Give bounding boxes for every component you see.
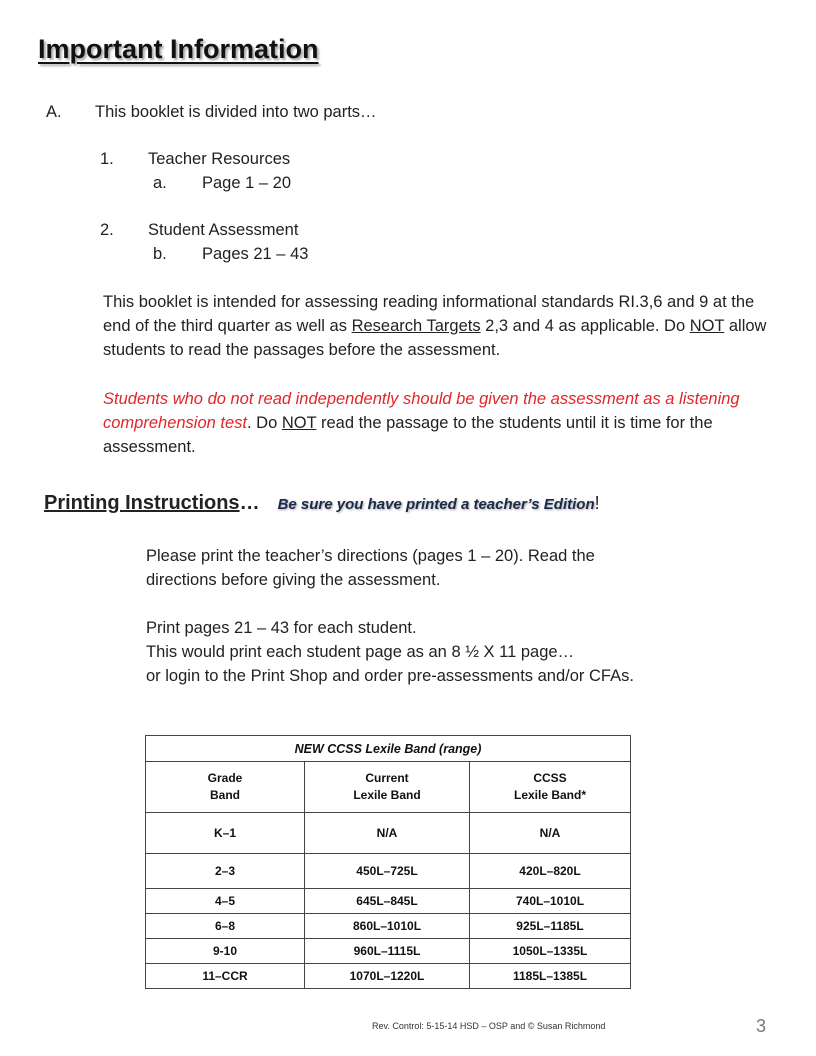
- col-header-grade-band: [146, 762, 305, 813]
- para1-not: NOT: [689, 317, 725, 335]
- col-header-grade-line1: Grade: [207, 771, 243, 785]
- table-row: [146, 813, 631, 854]
- part-2-sub-marker: b.: [153, 245, 167, 263]
- part-1-sub-marker: a.: [153, 174, 167, 192]
- section-a-text: This booklet is divided into two parts…: [95, 103, 377, 121]
- table-cell: 960L–1115L: [305, 939, 470, 964]
- printing-instructions-heading: [44, 492, 600, 515]
- table-cell: 1050L–1335L: [470, 939, 631, 964]
- col-header-ccss-lexile: [470, 762, 631, 813]
- col-header-ccss-line1: CCSS: [533, 771, 567, 785]
- col-header-current-line1: Current: [365, 771, 409, 785]
- table-cell: 6–8: [146, 914, 305, 939]
- part-2-label: Student Assessment: [148, 221, 299, 239]
- para2-text-2: read the passage to the students until it is time for the assessment.: [103, 414, 713, 456]
- col-header-ccss-line2: Lexile Band*: [513, 788, 587, 802]
- booklet-purpose-paragraph: [103, 290, 773, 362]
- table-row: [146, 914, 631, 939]
- listening-test-paragraph: [103, 387, 773, 459]
- col-header-current-lexile: [305, 762, 470, 813]
- teacher-edition-note: Be sure you have printed a teacher’s Edition: [277, 496, 595, 513]
- para1-text-1: This booklet is intended for assessing reading informational standards RI.3,6 and 9 at the end of the third quarter as well as: [103, 293, 755, 335]
- para1-text-3: allow students to read the passages before the assessment.: [103, 317, 767, 359]
- table-cell: 9-10: [146, 939, 305, 964]
- part-2-number: 2.: [100, 221, 114, 239]
- research-targets-text: Research Targets: [351, 317, 481, 335]
- col-header-current-line2: Lexile Band: [353, 788, 421, 802]
- table-cell: K–1: [146, 813, 305, 854]
- para2-text-1: . Do: [247, 414, 282, 432]
- printing-heading-ellipsis: …: [239, 492, 260, 514]
- table-cell: 645L–845L: [305, 889, 470, 914]
- page-title: Important Information: [38, 34, 319, 64]
- part-1-number: 1.: [100, 150, 114, 168]
- part-1-label: Teacher Resources: [148, 150, 291, 168]
- table-cell: 2–3: [146, 854, 305, 889]
- table-cell: 740L–1010L: [470, 889, 631, 914]
- listening-note-red: Students who do not read independently should be given the assessment as a listening comprehension test: [103, 390, 740, 432]
- table-cell: 1070L–1220L: [305, 964, 470, 989]
- col-header-grade-line2: Band: [210, 788, 240, 802]
- table-cell: N/A: [305, 813, 470, 854]
- table-row: [146, 889, 631, 914]
- print-line-1: Please print the teacher’s directions (pages 1 – 20). Read the: [146, 547, 595, 565]
- table-cell: 450L–725L: [305, 854, 470, 889]
- print-line-5: or login to the Print Shop and order pre-assessments and/or CFAs.: [146, 667, 634, 685]
- lexile-band-table: [145, 735, 631, 989]
- teacher-edition-exclamation: !: [594, 493, 600, 513]
- table-cell: 1185L–1385L: [470, 964, 631, 989]
- table-cell: N/A: [470, 813, 631, 854]
- table-cell: 420L–820L: [470, 854, 631, 889]
- para2-not: NOT: [281, 414, 317, 432]
- table-row: [146, 939, 631, 964]
- para1-text-2: 2,3 and 4 as applicable. Do: [480, 317, 690, 335]
- printing-heading-text: Printing Instructions: [44, 492, 240, 514]
- table-row: [146, 854, 631, 889]
- section-a-marker: A.: [46, 103, 62, 121]
- print-line-3: Print pages 21 – 43 for each student.: [146, 619, 417, 637]
- table-cell: 925L–1185L: [470, 914, 631, 939]
- table-cell: 11–CCR: [146, 964, 305, 989]
- table-row: [146, 964, 631, 989]
- print-line-4: This would print each student page as an 8 ½ X 11 page…: [146, 643, 575, 661]
- page-number: 3: [756, 1016, 767, 1036]
- revision-footer: Rev. Control: 5-15-14 HSD – OSP and © Susan Richmond: [372, 1021, 606, 1031]
- part-1-pages: Page 1 – 20: [202, 174, 291, 192]
- print-line-2: directions before giving the assessment.: [146, 571, 441, 589]
- table-title: NEW CCSS Lexile Band (range): [146, 736, 631, 762]
- part-2-pages: Pages 21 – 43: [202, 245, 309, 263]
- table-cell: 860L–1010L: [305, 914, 470, 939]
- table-cell: 4–5: [146, 889, 305, 914]
